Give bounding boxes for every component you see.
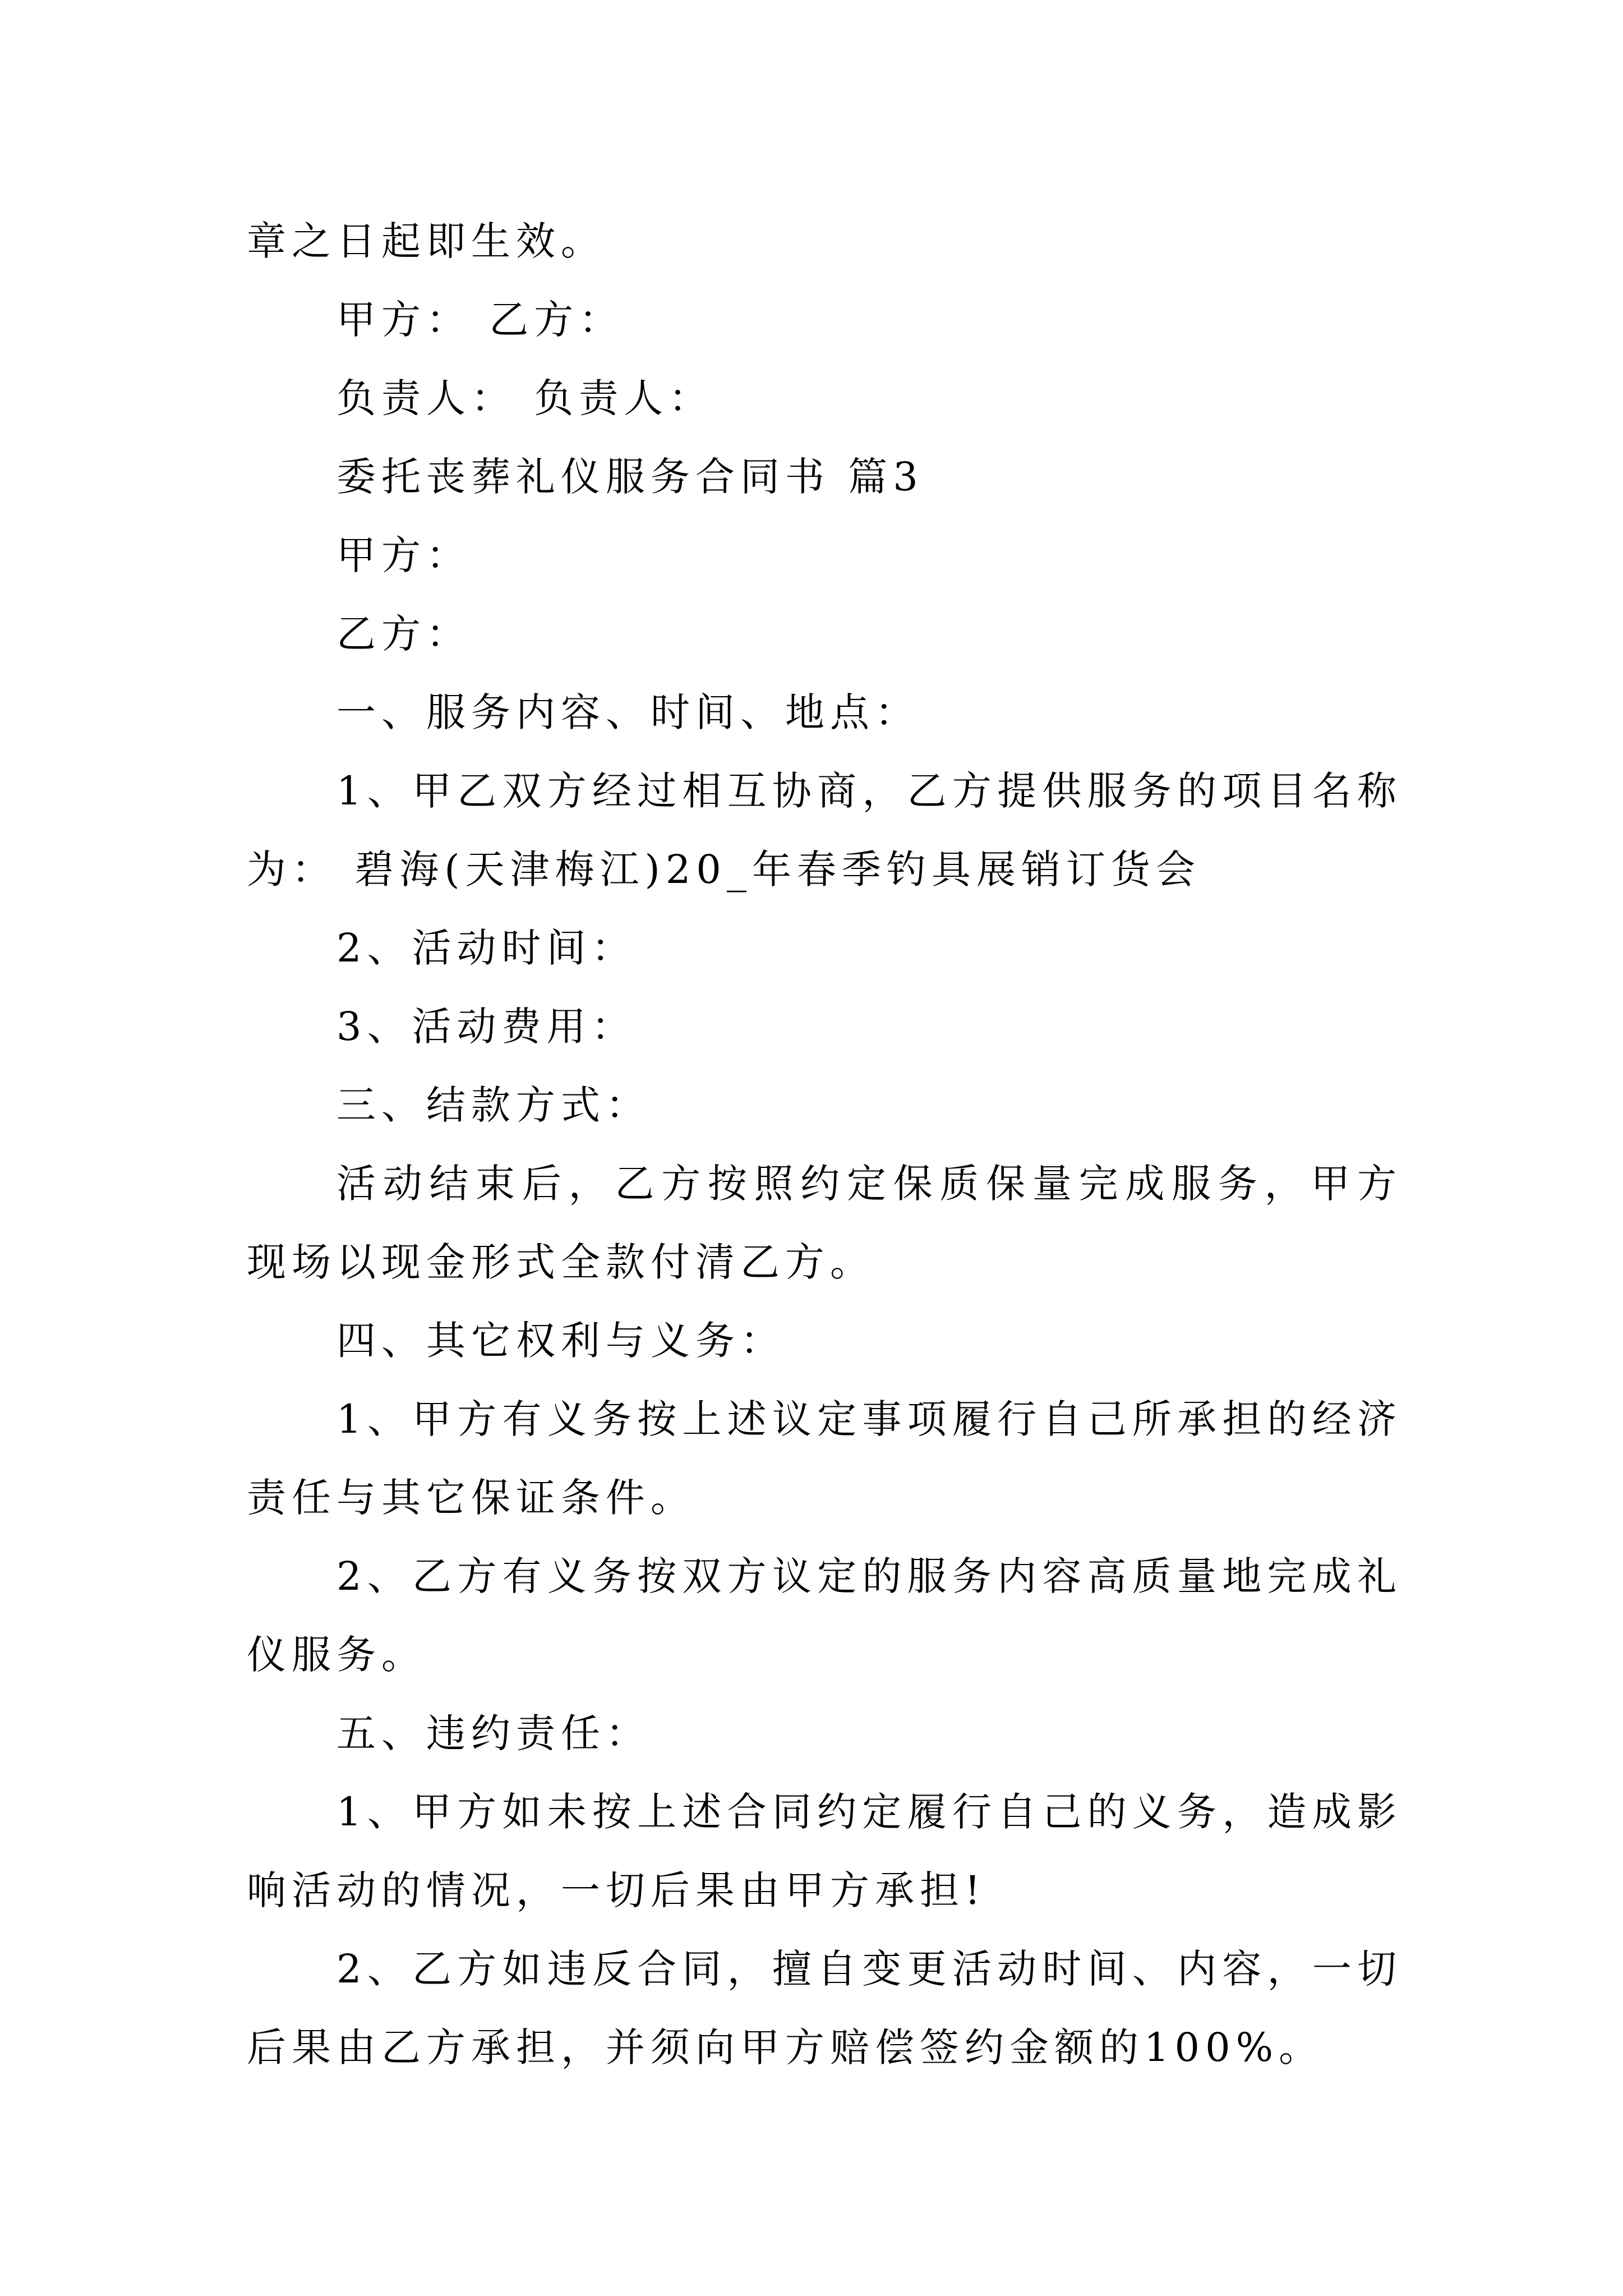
paragraph-party-a-obligation: 1、甲方有义务按上述议定事项履行自己所承担的经济责任与其它保证条件。 [247, 1396, 1402, 1521]
section-title: 委托丧葬礼仪服务合同书 篇3 [336, 454, 924, 500]
heading-service-content: 一、服务内容、时间、地点： [336, 689, 920, 735]
paragraph-parties-sign: 甲方： 乙方： [336, 297, 624, 343]
paragraph-party-a: 甲方： [336, 532, 471, 578]
heading-breach-liability: 五、违约责任： [336, 1710, 651, 1756]
paragraph-party-b: 乙方： [336, 611, 471, 657]
paragraph-activity-cost: 3、活动费用： [336, 1004, 637, 1050]
paragraph-party-a-breach: 1、甲方如未按上述合同约定履行自己的义务，造成影响活动的情况，一切后果由甲方承担! [247, 1789, 1402, 1913]
paragraph-party-b-breach: 2、乙方如违反合同，擅自变更活动时间、内容，一切后果由乙方承担，并须向甲方赔偿签约金额的100%。 [247, 1946, 1402, 2070]
paragraph-responsible-persons: 负责人： 负责人： [336, 375, 714, 421]
document-body [247, 202, 1402, 2087]
paragraph-project-name: 1、甲乙双方经过相互协商，乙方提供服务的项目名称为： 碧海(天津梅江)20_年春季钓具展销订货会 [247, 768, 1402, 892]
paragraph-payment-terms: 活动结束后，乙方按照约定保质保量完成服务，甲方现场以现金形式全款付清乙方。 [247, 1161, 1402, 1285]
heading-rights-obligations: 四、其它权利与义务： [336, 1318, 785, 1364]
paragraph-activity-time: 2、活动时间： [336, 925, 637, 971]
paragraph-effective-clause: 章之日起即生效。 [247, 218, 606, 264]
heading-payment-method: 三、结款方式： [336, 1082, 651, 1128]
paragraph-party-b-obligation: 2、乙方有义务按双方议定的服务内容高质量地完成礼仪服务。 [247, 1553, 1402, 1678]
